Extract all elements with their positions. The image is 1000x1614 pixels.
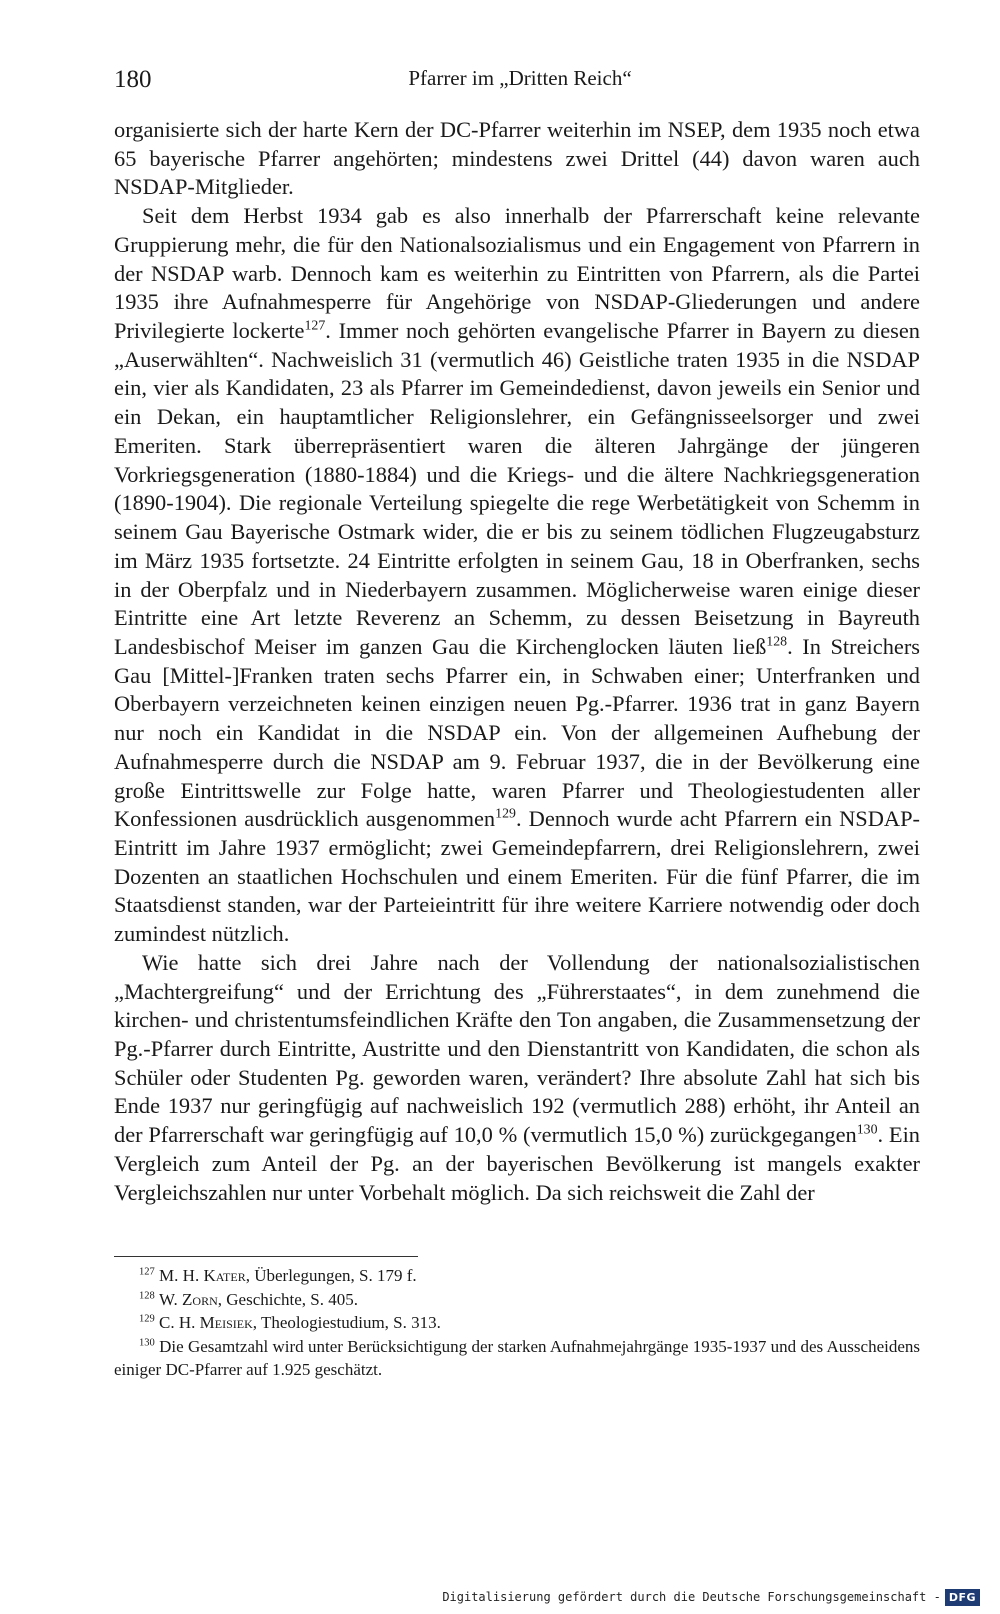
paragraph-1 — [114, 116, 920, 202]
digitization-footer — [442, 1586, 980, 1608]
running-head: Pfarrer im „Dritten Reich“ — [408, 66, 632, 90]
paragraph-3-text-b: . Ein Vergleich zum Anteil der Pg. an der bayerischen Bevölkerung ist mangels exakter Vergleichszahlen nur unter Vorbehalt möglich. Da sich reichsweit die Zahl der — [114, 1122, 920, 1205]
paragraph-2-text-a: Seit dem Herbst 1934 gab es also innerhalb der Pfarrerschaft keine relevante Gruppierung mehr, die für den Nationalsozialismus und ein Engagement von Pfarrern in der NSDAP warb. Dennoch kam es weiterhin zu Eintritten von Pfarrern, als die Partei 1935 ihre Aufnahmesperre für Angehörige von NSDAP-Gliederungen und andere Privilegierte lockerte — [114, 203, 920, 344]
dfg-logo: DFG — [945, 1589, 980, 1606]
footnote-citation: , Geschichte, S. 405. — [217, 1289, 358, 1309]
footnote-ref-129: 129 — [495, 806, 516, 822]
footnote-number: 129 — [139, 1313, 155, 1325]
footnote-author: W. Zorn — [159, 1289, 218, 1309]
paragraph-2-text-d: . Dennoch wurde acht Pfarrern ein NSDAP-Eintritt im Jahre 1937 ermöglicht; zwei Gemeindepfarrern, drei Religionslehrern, zwei Dozenten an staatlichen Hochschulen und einem Emeriten. Für die fünf Pfarrer, die im Staatsdienst standen, war der Parteieintritt für ihre weitere Karriere notwendig oder doch zumindest nützlich. — [114, 806, 920, 947]
paragraph-2-text-b: . Immer noch gehörten evangelische Pfarrer in Bayern zu diesen „Auserwählten“. Nachweislich 31 (vermutlich 46) Geistliche traten 1935 in die NSDAP ein, vier als Kandidaten, 23 als Pfarrer im Gemeindedienst, davon jeweils ein Senior und ein Dekan, ein hauptamtlicher Religionslehrer, ein Gefängnisseelsorger und zwei Emeriten. Stark überrepräsentiert waren die älteren Jahrgänge der jüngeren Vorkriegsgeneration (1880-1884) und die Kriegs- und die ältere Nachkriegsgeneration (1890-1904). Die regionale Verteilung spiegelte die rege Werbetätigkeit von Schemm in seinem Gau Bayerische Ostmark wider, die er bis zu seinem tödlichen Flugzeugabsturz im März 1935 fortsetzte. 24 Eintritte erfolgten in seinem Gau, 18 in Oberfranken, sechs in der Oberpfalz und in Niederbayern zusammen. Möglicherweise waren einige dieser Eintritte eine Art letzte Reverenz an Schemm, zu dessen Beisetzung in Bayreuth Landesbischof Meiser im ganzen Gau die Kirchenglocken läuten ließ — [114, 318, 920, 659]
footnote-ref-128: 128 — [766, 634, 788, 650]
footnote-number: 128 — [139, 1290, 155, 1302]
paragraph-2 — [114, 202, 920, 949]
paragraph-3-text-a: Wie hatte sich drei Jahre nach der Vollendung der nationalsozialistischen „Machtergreifung“ und der Errichtung des „Führerstaates“, in dem zunehmend die kirchen- und christentumsfeindlichen Kräfte den Ton angaben, die Zusammensetzung der Pg.-Pfarrer durch Eintritte, Austritte und den Dienstantritt von Kandidaten, die schon als Schüler oder Studenten Pg. geworden waren, verändert? Ihre absolute Zahl hat sich bis Ende 1937 nur geringfügig auf nachweislich 192 (vermutlich 288) erhöht, ihr Anteil an der Pfarrerschaft war geringfügig auf 10,0 % (vermutlich 15,0 %) zurückgegangen — [114, 949, 920, 1148]
paragraph-1-text: organisierte sich der harte Kern der DC-Pfarrer weiterhin im NSEP, dem 1935 noch etwa 65 bayerische Pfarrer angehörten; mindestens zwei Drittel (44) davon waren auch NSDAP-Mitglieder. — [114, 117, 920, 200]
footnote-130 — [114, 1335, 920, 1382]
footnote-citation: Die Gesamtzahl wird unter Berücksichtigung der starken Aufnahmejahrgänge 1935-1937 und des Ausscheidens einiger DC-Pfarrer auf 1.925 geschätzt. — [114, 1336, 920, 1380]
page-number: 180 — [114, 66, 152, 93]
footnote-author: C. H. Meisiek — [159, 1313, 253, 1333]
footnote-author: M. H. Kater — [159, 1266, 246, 1285]
footnote-129 — [114, 1311, 920, 1335]
footnote-number: 127 — [139, 1266, 155, 1278]
footnote-ref-127: 127 — [304, 318, 326, 334]
paragraph-3 — [114, 949, 920, 1207]
footnote-citation: , Theologiestudium, S. 313. — [252, 1313, 441, 1333]
footnote-ref-130: 130 — [856, 1122, 878, 1138]
footnotes — [114, 1264, 920, 1382]
footnote-citation: , Überlegungen, S. 179 f. — [245, 1266, 417, 1285]
paragraph-2-text-c: . In Streichers Gau [Mittel-]Franken traten sechs Pfarrer ein, in Schwaben einer; Unterfranken und Oberbayern verzeichneten keinen einzigen neuen Pg.-Pfarrer. 1936 trat in ganz Bayern nur noch ein Kandidat in die NSDAP ein. Von der allgemeinen Aufhebung der Aufnahmesperre durch die NSDAP am 9. Februar 1937, die in der Bevölkerung eine große Eintrittswelle zur Folge hatte, waren Pfarrer und Theologiestudenten aller Konfessionen ausdrücklich ausgenommen — [114, 633, 920, 832]
digitization-note: Digitalisierung gefördert durch die Deutsche Forschungsgemeinschaft - — [442, 1590, 941, 1604]
footnote-127 — [114, 1264, 920, 1288]
footnote-number: 130 — [139, 1337, 155, 1349]
footnote-128 — [114, 1288, 920, 1312]
body-text — [114, 116, 920, 1207]
footnote-separator — [114, 1256, 418, 1257]
